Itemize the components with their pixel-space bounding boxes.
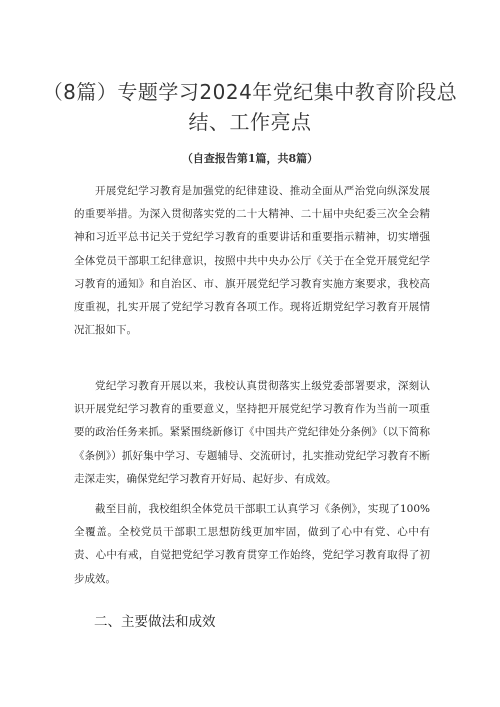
paragraph-intro: 开展党纪学习教育是加强党的纪律建设、推动全面从严治党向纵深发展的重要举措。为深入贯彻落实党的二十大精神、二十届中央纪委三次全会精神和习近平总书记关于党纪学习教育的重要讲话和重要指示精神，切实增强全体党员干部职工纪律意识，按照中共中央办公厅《关于在全党开展党纪学习教育的通知》和自治区、市、旗开展党纪学习教育实施方案要求，我校高度重视，扎实开展了党纪学习教育各项工作。现将近期党纪学习教育开展情况汇报如下。 (74, 185, 430, 337)
document-title: （8篇）专题学习2024年党纪集中教育阶段总结、工作亮点 (42, 80, 458, 135)
section-heading: 二、主要做法和成效 (94, 614, 216, 630)
paragraph-implementation: 党纪学习教育开展以来，我校认真贯彻落实上级党委部署要求，深刻认识开展党纪学习教育的重要意义，坚持把开展党纪学习教育作为当前一项重要的政治任务来抓。紧紧围绕新修订《中国共产党纪律处分条例》（以下简称《条例》）抓好集中学习、专题辅导、交流研讨，扎实推动党纪学习教育不断走深走实，确保党纪学习教育开好局、起好步、有成效。 (74, 380, 430, 485)
document-subtitle: （自查报告第1篇，共8篇） (181, 152, 319, 165)
paragraph-results: 截至目前，我校组织全体党员干部职工认真学习《条例》，实现了100%全覆盖。全校党员干部职工思想防线更加牢固，做到了心中有党、心中有责、心中有戒，自觉把党纪学习教育贯穿工作始终，党纪学习教育取得了初步成效。 (74, 503, 430, 585)
